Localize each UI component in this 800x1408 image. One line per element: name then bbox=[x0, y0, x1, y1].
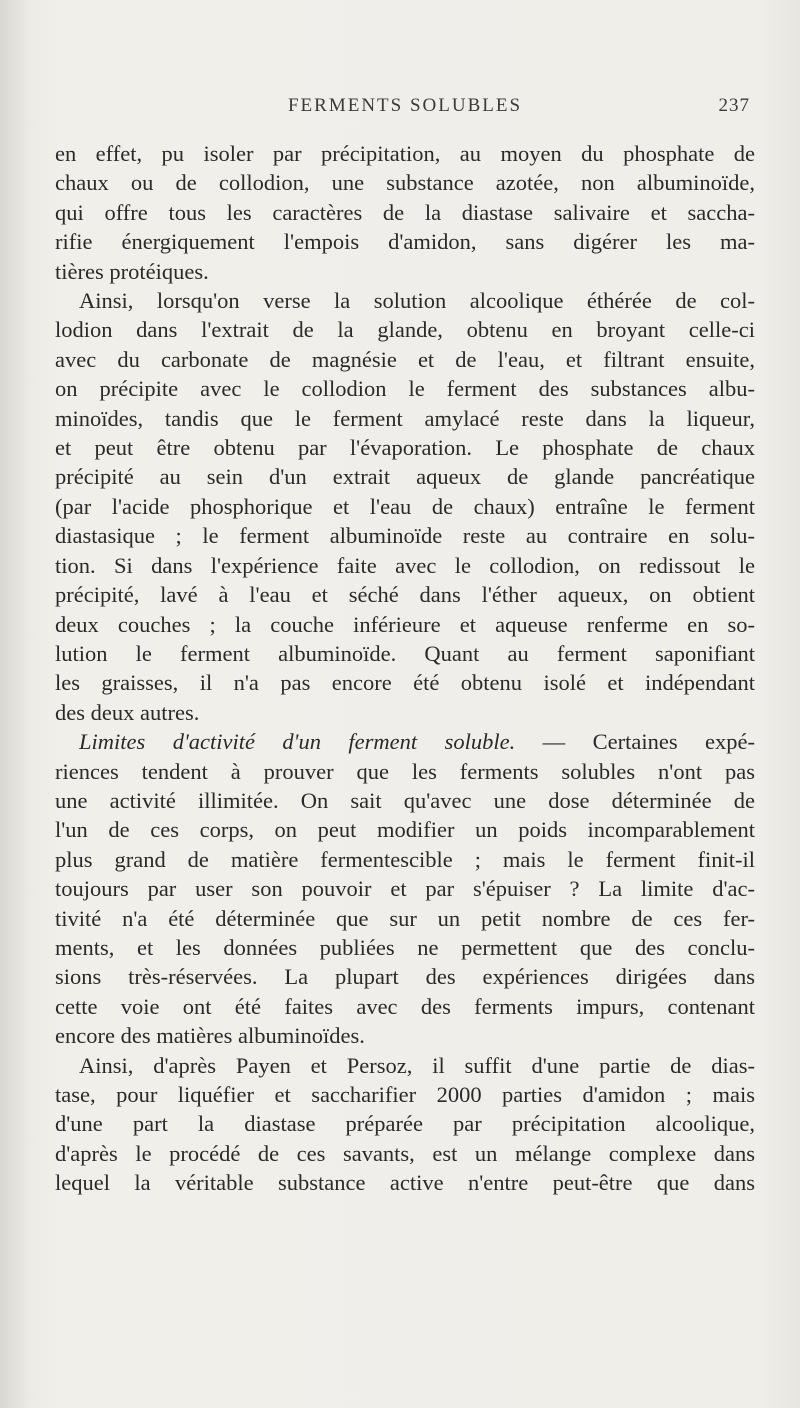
paragraph-4 bbox=[55, 1051, 755, 1198]
text-line: cette voie ont été faites avec des ferments impurs, contenant bbox=[55, 993, 755, 1019]
paragraph-1 bbox=[55, 139, 755, 286]
text-line: Ainsi, lorsqu'on verse la solution alcoolique éthérée de col- bbox=[79, 288, 755, 314]
text-line: on précipite avec le collodion le ferment des substances albu- bbox=[55, 376, 755, 402]
text-line: rifie énergiquement l'empois d'amidon, sans digérer les ma- bbox=[55, 229, 755, 255]
text-line: Ainsi, d'après Payen et Persoz, il suffit d'une partie de dias- bbox=[79, 1052, 755, 1078]
body-text bbox=[55, 139, 755, 1198]
text-line: précipité au sein d'un extrait aqueux de glande pancréatique bbox=[55, 464, 755, 490]
text-line: tières protéiques. bbox=[55, 258, 209, 284]
running-title: FERMENTS SOLUBLES bbox=[287, 95, 523, 116]
text-line: les graisses, il n'a pas encore été obtenu isolé et indépendant bbox=[55, 670, 755, 696]
text-line: toujours par user son pouvoir et par s'épuiser ? La limite d'ac- bbox=[55, 876, 755, 902]
text-line: deux couches ; la couche inférieure et aqueuse renferme en so- bbox=[55, 611, 755, 637]
text-line: précipité, lavé à l'eau et séché dans l'éther aqueux, on obtient bbox=[55, 582, 755, 608]
text-line: qui offre tous les caractères de la diastase salivaire et saccha- bbox=[55, 199, 755, 225]
text-line: tivité n'a été déterminée que sur un petit nombre de ces fer- bbox=[55, 905, 755, 931]
text-line: encore des matières albuminoïdes. bbox=[55, 1023, 365, 1049]
text-line: ments, et les données publiées ne permettent que des conclu- bbox=[55, 934, 755, 960]
text-line: des deux autres. bbox=[55, 699, 200, 725]
heading-continuation: — Certaines expé- bbox=[515, 729, 756, 755]
text-line: en effet, pu isoler par précipitation, au moyen du phosphate de bbox=[55, 141, 755, 166]
text-line: l'un de ces corps, on peut modifier un poids incomparablement bbox=[55, 817, 755, 843]
text-line: minoïdes, tandis que le ferment amylacé reste dans la liqueur, bbox=[55, 405, 755, 431]
paragraph-2 bbox=[55, 286, 755, 727]
text-line: riences tendent à prouver que les ferments solubles n'ont pas bbox=[55, 758, 755, 784]
text-line: sions très-réservées. La plupart des expériences dirigées dans bbox=[55, 964, 755, 990]
page-number: 237 bbox=[718, 95, 750, 116]
text-line: d'une part la diastase préparée par précipitation alcoolique, bbox=[55, 1111, 755, 1137]
text-line: tase, pour liquéfier et saccharifier 2000 parties d'amidon ; mais bbox=[55, 1082, 755, 1107]
page-header bbox=[60, 95, 750, 125]
text-line: une activité illimitée. On sait qu'avec une dose déterminée de bbox=[55, 787, 755, 813]
text-line: plus grand de matière fermentescible ; mais le ferment finit-il bbox=[55, 846, 755, 872]
text-line: chaux ou de collodion, une substance azotée, non albuminoïde, bbox=[55, 170, 755, 196]
text-line: et peut être obtenu par l'évaporation. Le phosphate de chaux bbox=[55, 435, 755, 461]
text-line: lution le ferment albuminoïde. Quant au ferment saponifiant bbox=[55, 640, 755, 666]
paragraph-3 bbox=[55, 727, 755, 1050]
section-heading: Limites d'activité d'un ferment soluble. bbox=[79, 729, 516, 755]
text-line: tion. Si dans l'expérience faite avec le collodion, on redissout le bbox=[55, 552, 755, 578]
text-line: d'après le procédé de ces savants, est un mélange complexe dans bbox=[55, 1140, 755, 1166]
section-heading-line bbox=[55, 727, 755, 756]
text-line: lequel la véritable substance active n'entre peut-être que dans bbox=[55, 1170, 755, 1196]
text-line: avec du carbonate de magnésie et de l'eau, et filtrant ensuite, bbox=[55, 346, 755, 372]
text-line: (par l'acide phosphorique et l'eau de chaux) entraîne le ferment bbox=[55, 493, 755, 519]
text-line: lodion dans l'extrait de la glande, obtenu en broyant celle-ci bbox=[55, 317, 755, 343]
text-line: diastasique ; le ferment albuminoïde reste au contraire en solu- bbox=[55, 523, 755, 549]
